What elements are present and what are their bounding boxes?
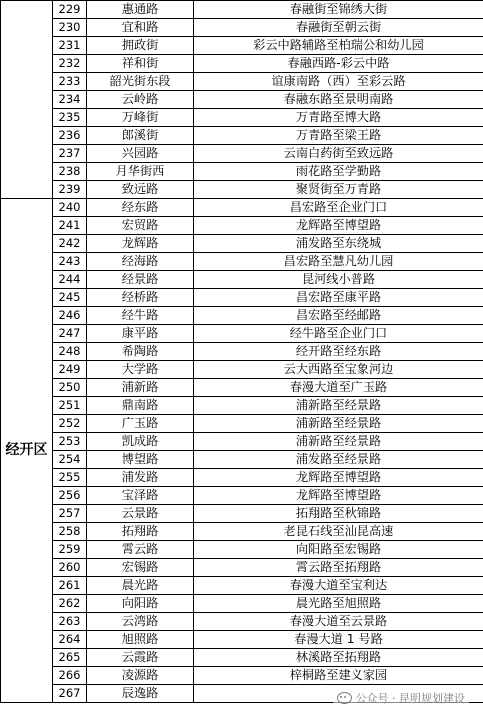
wechat-icon <box>337 692 352 704</box>
watermark-text: 公众号 · 昆明规划建设 <box>355 692 465 705</box>
road-name-cell: 经海路 <box>87 253 194 271</box>
road-range-cell: 向阳路至宏锡路 <box>194 541 483 559</box>
road-range-cell: 谊康南路（西）至彩云路 <box>194 73 483 91</box>
road-range-cell: 浦新路至经景路 <box>194 397 483 415</box>
table-row <box>1 19 483 37</box>
table-row <box>1 145 483 163</box>
road-range-cell: 昌宏路至经邮路 <box>194 307 483 325</box>
row-number-cell: 257 <box>53 505 87 523</box>
road-range-cell: 霄云路至拓翔路 <box>194 559 483 577</box>
table-row <box>1 505 483 523</box>
row-number-cell: 231 <box>53 37 87 55</box>
row-number-cell: 263 <box>53 613 87 631</box>
road-name-cell: 经桥路 <box>87 289 194 307</box>
road-range-cell: 春漫大道至云景路 <box>194 613 483 631</box>
road-range-cell: 彩云中路辅路至柏瑞公和幼儿园 <box>194 37 483 55</box>
road-name-cell: 宏贸路 <box>87 217 194 235</box>
road-name-cell: 大学路 <box>87 361 194 379</box>
road-name-cell: 凌源路 <box>87 667 194 685</box>
table-row <box>1 289 483 307</box>
road-range-cell: 老昆石线至汕昆高速 <box>194 523 483 541</box>
row-number-cell: 229 <box>53 1 87 19</box>
road-name-cell: 旭照路 <box>87 631 194 649</box>
table-row <box>1 613 483 631</box>
row-number-cell: 255 <box>53 469 87 487</box>
table-row <box>1 181 483 199</box>
road-name-cell: 宜和路 <box>87 19 194 37</box>
road-range-cell: 经开路至经东路 <box>194 343 483 361</box>
table-row <box>1 397 483 415</box>
row-number-cell: 230 <box>53 19 87 37</box>
district-cell <box>1 1 53 199</box>
road-name-cell: 晨光路 <box>87 577 194 595</box>
road-range-cell: 聚贤街至万青路 <box>194 181 483 199</box>
road-name-cell: 万峰街 <box>87 109 194 127</box>
road-range-cell: 梓桐路至建义家园 <box>194 667 483 685</box>
road-name-cell: 经景路 <box>87 271 194 289</box>
table-row <box>1 379 483 397</box>
table-row <box>1 631 483 649</box>
road-range-cell: 春融东路至景明南路 <box>194 91 483 109</box>
road-name-cell: 广玉路 <box>87 415 194 433</box>
road-range-cell: 昆河线小普路 <box>194 271 483 289</box>
road-name-cell: 辰逸路 <box>87 685 194 703</box>
road-name-cell: 浦新路 <box>87 379 194 397</box>
road-name-cell: 宏锡路 <box>87 559 194 577</box>
road-range-cell: 浦发路至东绕城 <box>194 235 483 253</box>
row-number-cell: 242 <box>53 235 87 253</box>
road-name-cell: 郎溪街 <box>87 127 194 145</box>
road-name-cell: 拓翔路 <box>87 523 194 541</box>
row-number-cell: 243 <box>53 253 87 271</box>
road-name-cell: 宝泽路 <box>87 487 194 505</box>
row-number-cell: 234 <box>53 91 87 109</box>
road-name-cell: 祥和街 <box>87 55 194 73</box>
road-range-cell: 春漫大道至宝利达 <box>194 577 483 595</box>
road-name-cell: 鼎南路 <box>87 397 194 415</box>
row-number-cell: 253 <box>53 433 87 451</box>
road-range-cell: 万青路至博大路 <box>194 109 483 127</box>
row-number-cell: 245 <box>53 289 87 307</box>
table-row <box>1 199 483 217</box>
road-range-cell: 春融西路-彩云中路 <box>194 55 483 73</box>
row-number-cell: 232 <box>53 55 87 73</box>
row-number-cell: 251 <box>53 397 87 415</box>
road-name-cell: 云景路 <box>87 505 194 523</box>
table-row <box>1 73 483 91</box>
road-range-cell: 龙辉路至博望路 <box>194 487 483 505</box>
road-range-cell: 春融街至朝云街 <box>194 19 483 37</box>
road-range-cell: 林溪路至拓翔路 <box>194 649 483 667</box>
row-number-cell: 248 <box>53 343 87 361</box>
road-range-cell: 昌宏路至企业门口 <box>194 199 483 217</box>
table-row <box>1 91 483 109</box>
table-row <box>1 235 483 253</box>
row-number-cell: 259 <box>53 541 87 559</box>
road-name-cell: 康平路 <box>87 325 194 343</box>
row-number-cell: 250 <box>53 379 87 397</box>
row-number-cell: 246 <box>53 307 87 325</box>
table-row <box>1 487 483 505</box>
road-range-cell: 春融街至锦绣大街 <box>194 1 483 19</box>
row-number-cell: 252 <box>53 415 87 433</box>
row-number-cell: 239 <box>53 181 87 199</box>
road-range-cell: 浦新路至经景路 <box>194 433 483 451</box>
watermark <box>333 689 470 707</box>
road-name-cell: 凯成路 <box>87 433 194 451</box>
table-row <box>1 433 483 451</box>
road-name-cell: 拥政街 <box>87 37 194 55</box>
road-range-cell: 拓翔路至秋锦路 <box>194 505 483 523</box>
table-row <box>1 343 483 361</box>
row-number-cell: 238 <box>53 163 87 181</box>
row-number-cell: 233 <box>53 73 87 91</box>
row-number-cell: 236 <box>53 127 87 145</box>
road-name-cell: 云霞路 <box>87 649 194 667</box>
road-range-cell: 春漫大道 1 号路 <box>194 631 483 649</box>
table-row <box>1 649 483 667</box>
row-number-cell: 262 <box>53 595 87 613</box>
table-row <box>1 451 483 469</box>
district-cell: 经开区 <box>1 199 53 703</box>
row-number-cell: 244 <box>53 271 87 289</box>
road-name-cell: 经牛路 <box>87 307 194 325</box>
road-range-cell: 云南白药街至致远路 <box>194 145 483 163</box>
row-number-cell: 258 <box>53 523 87 541</box>
road-name-cell: 浦发路 <box>87 469 194 487</box>
road-name-cell: 经东路 <box>87 199 194 217</box>
table-row <box>1 37 483 55</box>
table-row <box>1 595 483 613</box>
table-row <box>1 469 483 487</box>
road-name-cell: 希陶路 <box>87 343 194 361</box>
row-number-cell: 241 <box>53 217 87 235</box>
row-number-cell: 249 <box>53 361 87 379</box>
road-table-body <box>1 1 483 703</box>
road-range-cell: 晨光路至旭照路 <box>194 595 483 613</box>
road-range-cell: 春漫大道至广玉路 <box>194 379 483 397</box>
road-range-cell: 云大西路至宝象河边 <box>194 361 483 379</box>
row-number-cell: 254 <box>53 451 87 469</box>
table-row <box>1 253 483 271</box>
road-range-cell: 龙辉路至博望路 <box>194 217 483 235</box>
row-number-cell: 264 <box>53 631 87 649</box>
row-number-cell: 235 <box>53 109 87 127</box>
table-row <box>1 667 483 685</box>
table-row <box>1 523 483 541</box>
table-row <box>1 541 483 559</box>
row-number-cell: 261 <box>53 577 87 595</box>
road-range-cell: 经牛路至企业门口 <box>194 325 483 343</box>
road-name-cell: 月华街西 <box>87 163 194 181</box>
row-number-cell: 237 <box>53 145 87 163</box>
road-range-cell: 龙辉路至博望路 <box>194 469 483 487</box>
table-row <box>1 271 483 289</box>
table-row <box>1 577 483 595</box>
road-range-cell: 雨花路至学勤路 <box>194 163 483 181</box>
road-range-cell: 昌宏路至康平路 <box>194 289 483 307</box>
road-range-cell: 万青路至梁王路 <box>194 127 483 145</box>
road-name-cell: 龙辉路 <box>87 235 194 253</box>
row-number-cell: 266 <box>53 667 87 685</box>
table-row <box>1 163 483 181</box>
table-row <box>1 307 483 325</box>
road-name-cell: 云湾路 <box>87 613 194 631</box>
road-name-cell: 韶光街东段 <box>87 73 194 91</box>
table-row <box>1 109 483 127</box>
road-range-cell: 浦新路至经景路 <box>194 415 483 433</box>
road-name-cell: 向阳路 <box>87 595 194 613</box>
road-name-cell: 云岭路 <box>87 91 194 109</box>
table-row <box>1 1 483 19</box>
row-number-cell: 240 <box>53 199 87 217</box>
table-row <box>1 127 483 145</box>
road-name-cell: 惠通路 <box>87 1 194 19</box>
table-row <box>1 559 483 577</box>
row-number-cell: 256 <box>53 487 87 505</box>
row-number-cell: 265 <box>53 649 87 667</box>
table-row <box>1 55 483 73</box>
table-row <box>1 325 483 343</box>
row-number-cell: 267 <box>53 685 87 703</box>
table-row <box>1 415 483 433</box>
row-number-cell: 260 <box>53 559 87 577</box>
road-range-cell: 昌宏路至慧凡幼儿园 <box>194 253 483 271</box>
table-row <box>1 361 483 379</box>
table-row <box>1 217 483 235</box>
road-name-cell: 致远路 <box>87 181 194 199</box>
road-range-cell: 浦发路至经景路 <box>194 451 483 469</box>
road-name-cell: 霄云路 <box>87 541 194 559</box>
road-name-cell: 兴园路 <box>87 145 194 163</box>
row-number-cell: 247 <box>53 325 87 343</box>
road-name-cell: 博望路 <box>87 451 194 469</box>
